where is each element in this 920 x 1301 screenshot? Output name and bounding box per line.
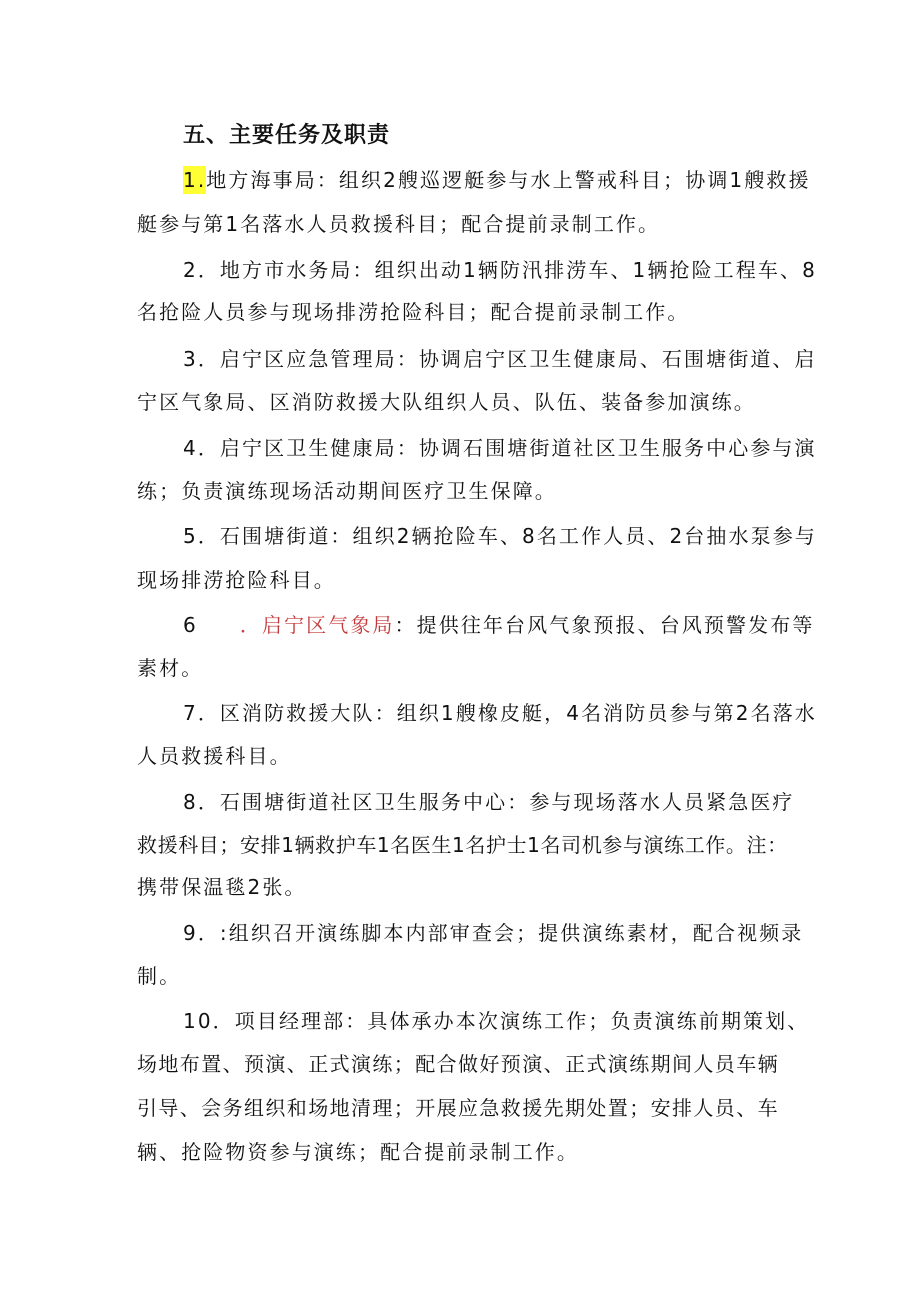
item-10-line-1 <box>183 1007 809 1035</box>
item-4-number: 4 <box>183 436 198 460</box>
item-5-text: ．石围塘街道：组织2辆抢险车、8名工作人员、2台抽水泵参与 <box>197 524 817 548</box>
item-7-line-1 <box>183 699 817 727</box>
item-10-line-4: 辆、抢险物资参与演练；配合提前录制工作。 <box>137 1140 579 1164</box>
item-5-number: 5 <box>183 524 198 548</box>
item-8-line-3: 携带保温毯2张。 <box>137 875 307 899</box>
item-3-text: ．启宁区应急管理局：协调启宁区卫生健康局、石围塘街道、启 <box>197 347 817 371</box>
item-7-line-2: 人员救援科目。 <box>137 744 292 768</box>
item-1-line-1 <box>183 166 811 194</box>
item-8-line-1 <box>183 788 795 816</box>
item-8-line-2: 救援科目；安排1辆救护车1名医生1名护士1名司机参与演练工作。注： <box>137 833 788 857</box>
item-4-line-2: 练；负责演练现场活动期间医疗卫生保障。 <box>137 479 557 503</box>
item-5-line-2: 现场排涝抢险科目。 <box>137 568 336 592</box>
item-6-number: 6 <box>183 613 198 637</box>
item-2-line-2: 名抢险人员参与现场排涝抢险科目；配合提前录制工作。 <box>137 300 690 324</box>
item-10-line-2: 场地布置、预演、正式演练；配合做好预演、正式演练期间人员车辆 <box>137 1052 779 1076</box>
item-2-text: ．地方市水务局：组织出动1辆防汛排涝车、1辆抢险工程车、8 <box>197 258 817 282</box>
item-6-line-2: 素材。 <box>137 656 204 680</box>
item-8-text: ．石围塘街道社区卫生服务中心：参与现场落水人员紧急医疗 <box>197 790 795 814</box>
item-7-text: ．区消防救援大队：组织1艘橡皮艇，4名消防员参与第2名落水 <box>197 701 817 725</box>
item-6-unit: ．启宁区气象局 <box>239 613 395 637</box>
item-1-text: 地方海事局：组织2艘巡逻艇参与水上警戒科目；协调1艘救援 <box>206 168 811 192</box>
item-3-line-1 <box>183 345 817 373</box>
item-2-number: 2 <box>183 258 198 282</box>
item-3-line-2: 宁区气象局、区消防救援大队组织人员、队伍、装备参加演练。 <box>137 390 756 414</box>
item-9-text: ．:组织召开演练脚本内部审查会；提供演练素材，配合视频录 <box>197 921 804 945</box>
item-9-number: 9 <box>183 921 198 945</box>
section-heading: 五、主要任务及职责 <box>183 123 391 148</box>
item-2-line-1 <box>183 256 817 284</box>
item-1-line-2: 艇参与第1名落水人员救援科目；配合提前录制工作。 <box>137 212 661 236</box>
item-5-line-1 <box>183 522 817 550</box>
item-9-line-1 <box>183 919 803 947</box>
item-4-text: ．启宁区卫生健康局：协调石围塘街道社区卫生服务中心参与演 <box>197 436 817 460</box>
item-6-text: ：提供往年台风气象预报、台风预警发布等 <box>394 613 815 637</box>
item-1-number: 1. <box>183 168 207 192</box>
item-10-number: 10 <box>183 1009 213 1033</box>
item-7-number: 7 <box>183 701 198 725</box>
item-10-line-3: 引导、会务组织和场地清理；开展应急救援先期处置；安排人员、车 <box>137 1096 779 1120</box>
item-6-line-1 <box>183 611 814 639</box>
item-9-line-2: 制。 <box>137 964 182 988</box>
item-4-line-1 <box>183 434 817 462</box>
item-10-text: ．项目经理部：具体承办本次演练工作；负责演练前期策划、 <box>212 1009 810 1033</box>
item-3-number: 3 <box>183 347 198 371</box>
item-8-number: 8 <box>183 790 198 814</box>
